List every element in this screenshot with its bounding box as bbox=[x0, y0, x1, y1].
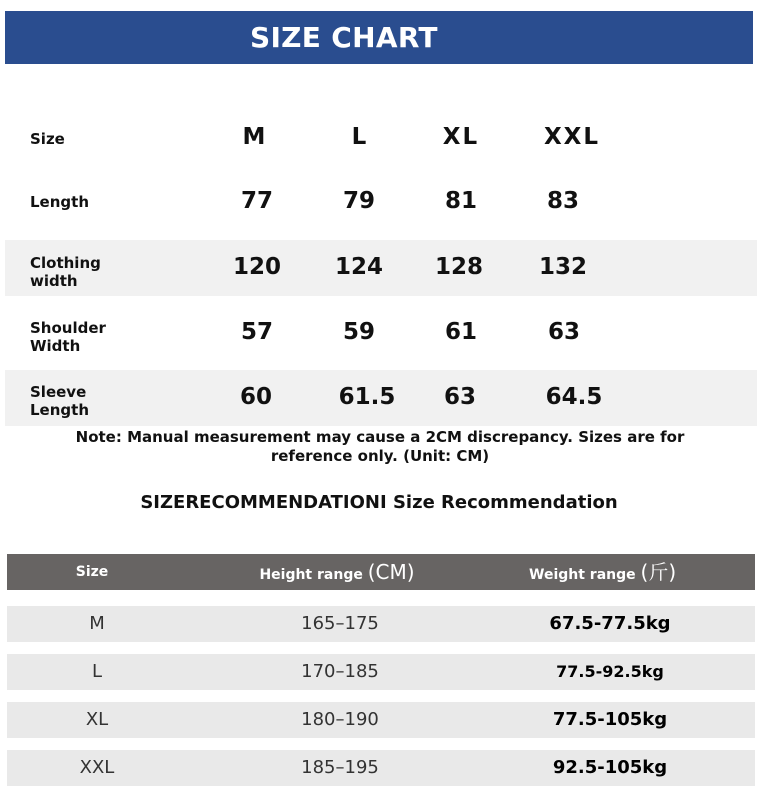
sleeve-length-label bbox=[30, 383, 89, 419]
rec-height: 170–185 bbox=[301, 661, 379, 682]
shoulder-width-label-line1: Shoulder bbox=[30, 319, 106, 337]
length-label: Length bbox=[30, 193, 89, 211]
sleeve-length-l: 61.5 bbox=[338, 384, 396, 410]
measurement-note bbox=[60, 428, 700, 466]
recommendation-row-xxl bbox=[7, 750, 755, 786]
note-line2: reference only. (Unit: CM) bbox=[270, 447, 490, 465]
sleeve-length-xl: 63 bbox=[443, 384, 476, 410]
rec-size: L bbox=[91, 661, 103, 682]
shoulder-width-xxl: 63 bbox=[547, 319, 580, 345]
clothing-width-label-line2: width bbox=[30, 272, 78, 290]
length-l: 79 bbox=[342, 188, 375, 214]
size-header-m: M bbox=[242, 124, 268, 150]
recommendation-row-l bbox=[7, 654, 755, 690]
sleeve-length-m: 60 bbox=[239, 384, 272, 410]
header-height-unit: (CM) bbox=[367, 560, 415, 584]
rec-height: 165–175 bbox=[301, 613, 379, 634]
shoulder-width-l: 59 bbox=[342, 319, 375, 345]
rec-size: M bbox=[89, 613, 105, 634]
size-header-label: Size bbox=[30, 130, 65, 148]
shoulder-width-row bbox=[5, 306, 757, 360]
sleeve-length-label-line2: Length bbox=[30, 401, 89, 419]
header-weight bbox=[487, 554, 727, 590]
recommendation-title: SIZERECOMMENDATIONI Size Recommendation bbox=[140, 492, 618, 513]
rec-weight: 77.5-105kg bbox=[552, 709, 668, 730]
clothing-width-xxl: 132 bbox=[538, 254, 587, 280]
clothing-width-row bbox=[5, 240, 757, 296]
rec-height: 185–195 bbox=[301, 757, 379, 778]
size-header-row bbox=[5, 112, 757, 164]
shoulder-width-xl: 61 bbox=[444, 319, 477, 345]
rec-size: XL bbox=[85, 709, 109, 730]
sleeve-length-xxl: 64.5 bbox=[545, 384, 603, 410]
clothing-width-l: 124 bbox=[334, 254, 383, 280]
sleeve-length-label-line1: Sleeve bbox=[30, 383, 87, 401]
recommendation-row-xl bbox=[7, 702, 755, 738]
clothing-width-m: 120 bbox=[232, 254, 281, 280]
shoulder-width-label-line2: Width bbox=[30, 337, 81, 355]
clothing-width-xl: 128 bbox=[434, 254, 483, 280]
sleeve-length-row bbox=[5, 370, 757, 426]
size-header-xl: XL bbox=[442, 124, 480, 150]
rec-weight: 92.5-105kg bbox=[552, 757, 668, 778]
length-m: 77 bbox=[240, 188, 273, 214]
page-title: SIZE CHART bbox=[250, 21, 438, 54]
header-weight-label: Weight range bbox=[529, 567, 636, 583]
length-xxl: 83 bbox=[546, 188, 579, 214]
length-xl: 81 bbox=[444, 188, 477, 214]
rec-weight: 67.5-77.5kg bbox=[549, 613, 671, 634]
header-height-label: Height range bbox=[259, 567, 363, 583]
recommendation-row-m bbox=[7, 606, 755, 642]
rec-weight: 77.5-92.5kg bbox=[556, 662, 664, 681]
shoulder-width-label bbox=[30, 319, 106, 355]
recommendation-header bbox=[7, 554, 755, 590]
note-line1: Note: Manual measurement may cause a 2CM discrepancy. Sizes are for bbox=[75, 428, 685, 446]
header-height bbox=[207, 554, 467, 590]
clothing-width-label bbox=[30, 254, 101, 290]
size-header-xxl: XXL bbox=[543, 124, 601, 150]
header-size: Size bbox=[75, 564, 109, 580]
clothing-width-label-line1: Clothing bbox=[30, 254, 101, 272]
rec-height: 180–190 bbox=[301, 709, 379, 730]
header-weight-unit: (斤) bbox=[640, 560, 677, 584]
length-row bbox=[5, 176, 757, 228]
shoulder-width-m: 57 bbox=[240, 319, 273, 345]
size-header-l: L bbox=[351, 124, 369, 150]
rec-size: XXL bbox=[79, 757, 115, 778]
